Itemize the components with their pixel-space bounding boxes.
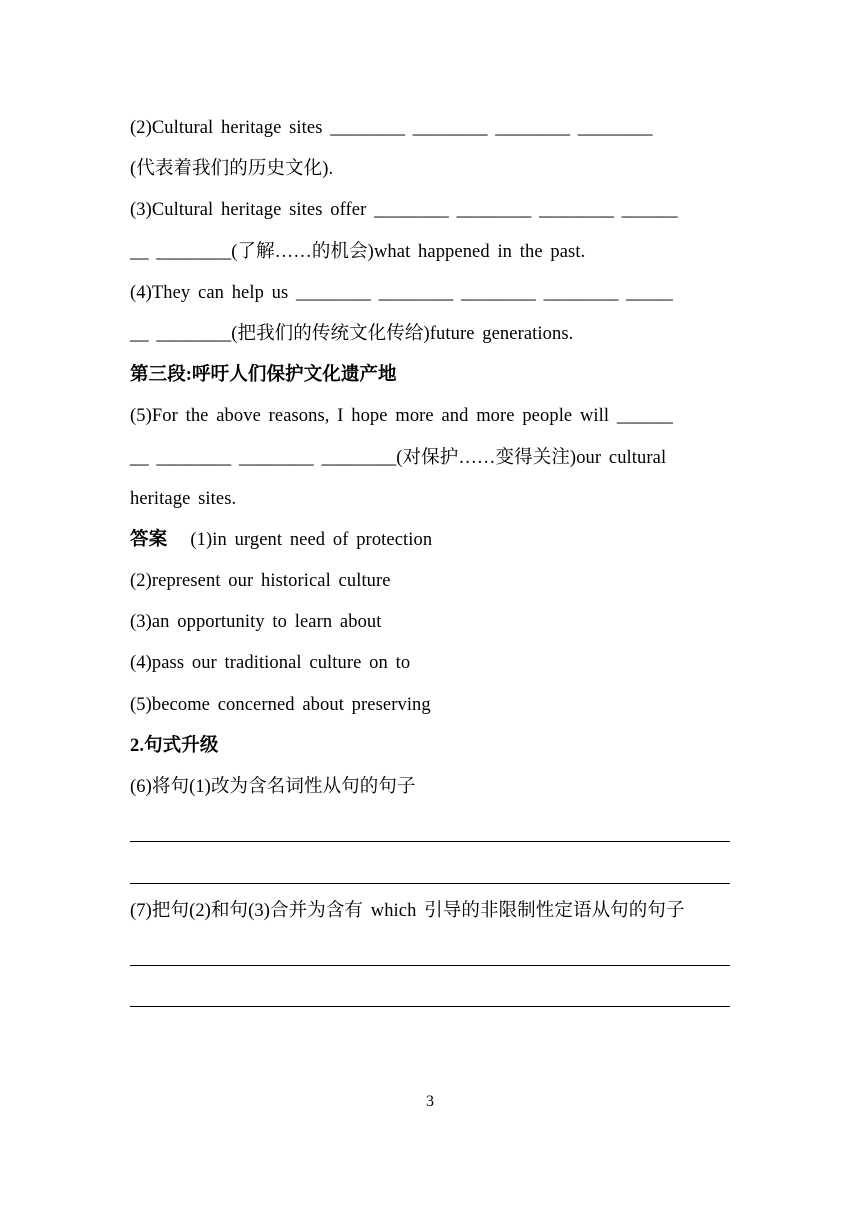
sentence-5-line-3: heritage sites.: [130, 488, 237, 509]
section-2-heading: 2.句式升级: [130, 735, 219, 756]
section-heading-paragraph-3: 第三段:呼吁人们保护文化遗产地: [130, 365, 397, 386]
paragraph-3-line-1: (3)Cultural heritage sites offer ________ ________ ________ ______: [130, 200, 678, 221]
answer-rule-q6-1[interactable]: [130, 808, 730, 849]
answer-4: (4)pass our traditional culture on to: [130, 653, 411, 674]
answer-1: (1)in urgent need of protection: [190, 529, 433, 550]
answer-rule-q7-2[interactable]: [130, 973, 730, 1014]
document-page: [130, 108, 730, 1014]
answer-rule-q6-2[interactable]: [130, 849, 730, 890]
answer-line-1: [130, 520, 730, 561]
question-6: (6)将句(1)改为含名词性从句的句子: [130, 777, 416, 797]
rule-line: [130, 841, 730, 842]
sentence-5-line-1: (5)For the above reasons, I hope more and more people will ______: [130, 406, 673, 427]
paragraph-2-line-1: (2)Cultural heritage sites ________ ________ ________ ________: [130, 118, 653, 138]
answer-label: 答案: [130, 529, 168, 550]
answer-2: (2)represent our historical culture: [130, 571, 391, 592]
paragraph-3-line-2: __ ________(了解……的机会)what happened in the past.: [130, 241, 586, 262]
rule-line: [130, 883, 730, 884]
answer-spacer: [167, 530, 190, 550]
question-7: (7)把句(2)和句(3)合并为含有 which 引导的非限制性定语从句的句子: [130, 900, 685, 921]
answer-3: (3)an opportunity to learn about: [130, 612, 382, 633]
paragraph-2-line-2: (代表着我们的历史文化).: [130, 159, 334, 180]
answer-5: (5)become concerned about preserving: [130, 694, 431, 715]
paragraph-4-line-2: __ ________(把我们的传统文化传给)future generations.: [130, 323, 574, 344]
rule-line: [130, 965, 730, 966]
sentence-5-line-2: __ ________ ________ ________(对保护……变得关注)our cultural: [130, 447, 667, 468]
page-number: 3: [426, 1093, 434, 1110]
paragraph-4-line-1: (4)They can help us ________ ________ ________ ________ _____: [130, 282, 673, 303]
rule-line: [130, 1006, 730, 1007]
answer-rule-q7-1[interactable]: [130, 932, 730, 973]
